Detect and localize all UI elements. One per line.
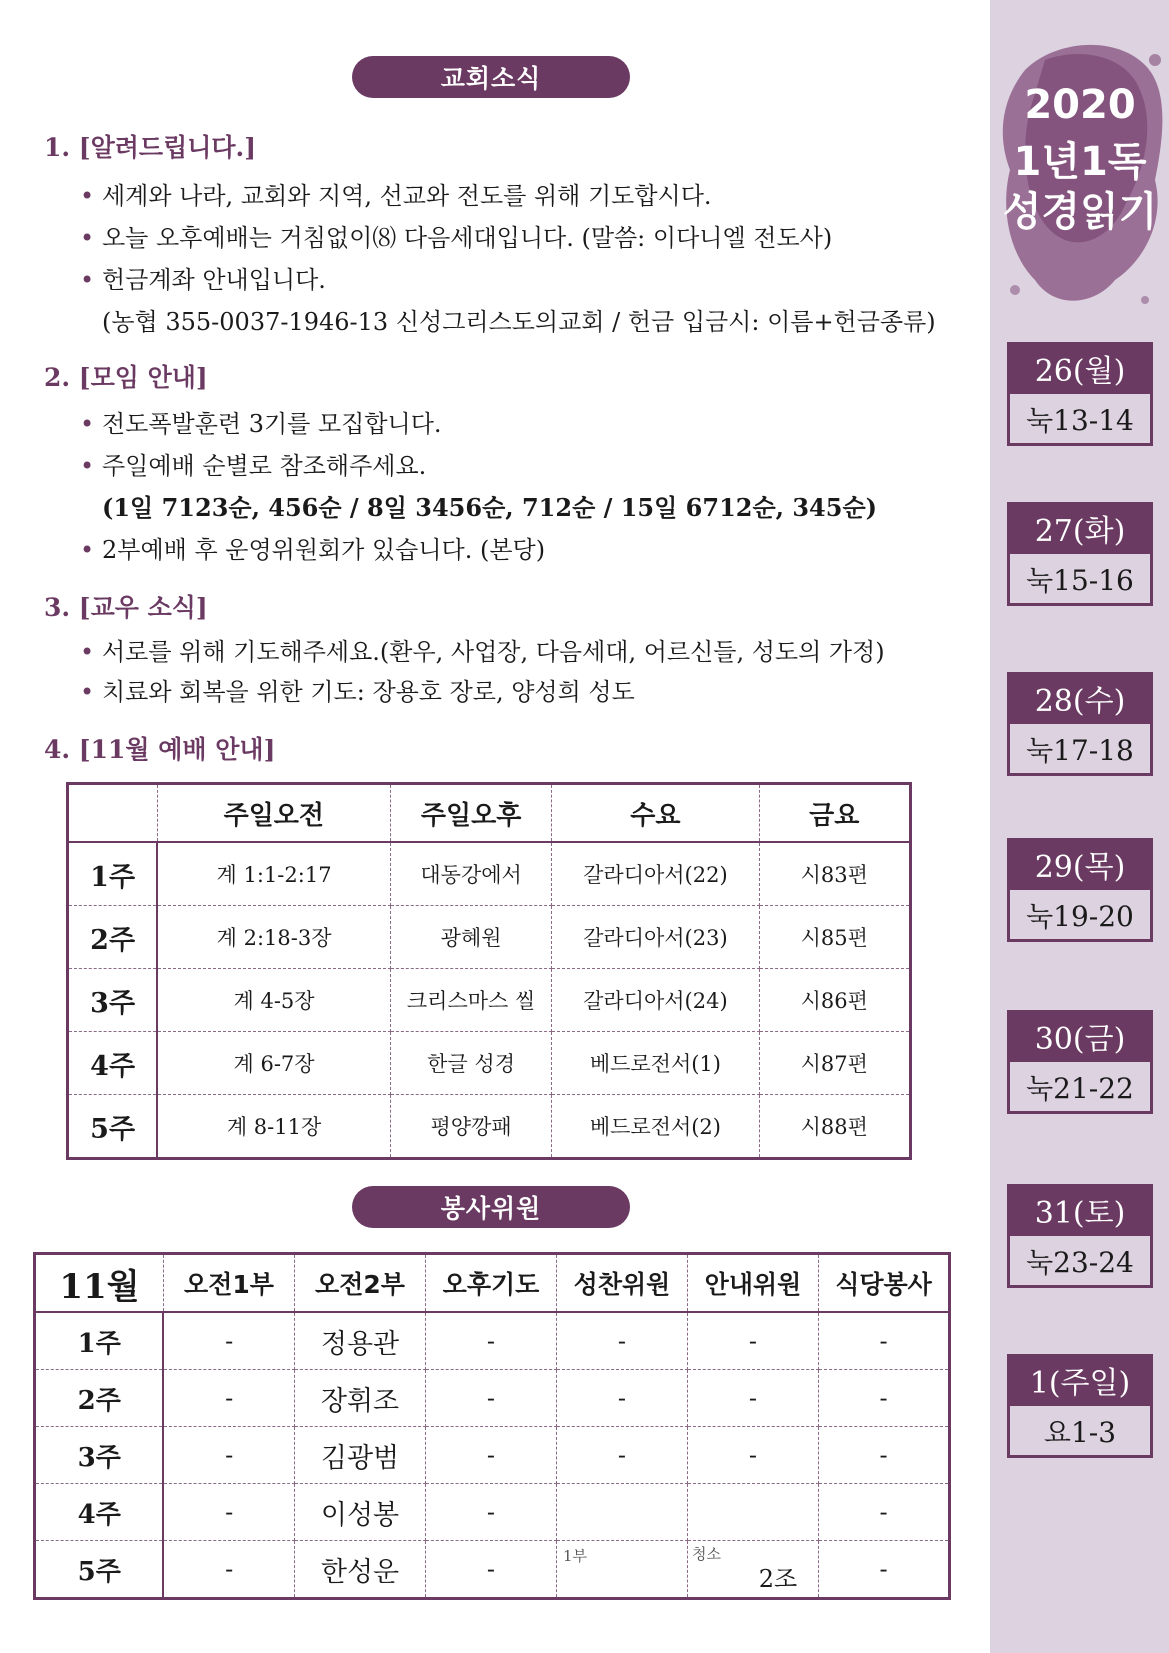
table-cell: - [425, 1427, 556, 1484]
table-cell: 베드로전서(1) [552, 1032, 759, 1095]
table-header-row [68, 784, 911, 843]
section-heading-members: 3. [교우 소식] [44, 593, 208, 622]
bullet-dot-icon: • [80, 410, 95, 438]
table-header-cell: 오후기도 [425, 1254, 556, 1313]
table-header-cell: 식당봉사 [818, 1254, 949, 1313]
communion-note: 1부 [562, 1547, 588, 1565]
notice-text: 오늘 오후예배는 거침없이⑻ 다음세대입니다. (말씀: 이다니엘 전도사) [102, 224, 833, 252]
meeting-text: 주일예배 순별로 참조해주세요. [102, 452, 427, 480]
table-row [68, 1095, 911, 1159]
table-cell: 갈라디아서(23) [552, 906, 759, 969]
logo-year: 2020 [1024, 82, 1136, 128]
members-item [80, 672, 635, 707]
table-cell: - [425, 1312, 556, 1370]
meeting-continuation: (1일 7123순, 456순 / 8일 3456순, 712순 / 15일 6712순, 345순) [102, 493, 877, 522]
table-header-cell: 오전1부 [163, 1254, 294, 1313]
reading-day-card [1007, 1010, 1153, 1114]
table-cell: - [425, 1484, 556, 1541]
table-cell: - [818, 1312, 949, 1370]
reading-day-label: 29(목) [1007, 838, 1153, 890]
table-cell [556, 1484, 687, 1541]
table-cell: 대동강에서 [390, 842, 551, 906]
service-committee-table [33, 1252, 951, 1600]
table-cell: 한성운 [294, 1541, 425, 1599]
reading-day-card [1007, 342, 1153, 446]
table-cell: 갈라디아서(24) [552, 969, 759, 1032]
month-header: 11월 [35, 1254, 164, 1313]
table-header-row [35, 1254, 950, 1313]
table-cell: 정용관 [294, 1312, 425, 1370]
table-cell: 계 8-11장 [157, 1095, 390, 1159]
table-row [35, 1370, 950, 1427]
notice-text: 세계와 나라, 교회와 지역, 선교와 전도를 위해 기도합시다. [102, 182, 712, 210]
week-label: 1주 [35, 1312, 164, 1370]
reading-day-card [1007, 672, 1153, 776]
reading-day-label: 1(주일) [1007, 1354, 1153, 1406]
table-cell: - [818, 1427, 949, 1484]
table-cell: - [818, 1370, 949, 1427]
logo-line-2: 1년1독 [1013, 139, 1147, 185]
table-cell: - [687, 1370, 818, 1427]
table-cell: 시88편 [759, 1095, 910, 1159]
reading-passage: 눅19-20 [1007, 890, 1153, 942]
week-label: 4주 [35, 1484, 164, 1541]
table-header-cell: 성찬위원 [556, 1254, 687, 1313]
usher-note-value: 2조 [758, 1564, 798, 1593]
notice-item [80, 260, 326, 295]
table-cell: 한글 성경 [390, 1032, 551, 1095]
table-cell: - [163, 1484, 294, 1541]
table-cell: 시83편 [759, 842, 910, 906]
reading-day-card [1007, 838, 1153, 942]
bullet-dot-icon: • [80, 224, 95, 252]
table-cell: 김광범 [294, 1427, 425, 1484]
members-text: 치료와 회복을 위한 기도: 장용호 장로, 양성희 성도 [102, 678, 635, 706]
table-cell: 갈라디아서(22) [552, 842, 759, 906]
week-label: 2주 [68, 906, 158, 969]
meeting-item [80, 446, 426, 481]
reading-passage: 눅23-24 [1007, 1236, 1153, 1288]
table-header-cell: 금요 [759, 784, 910, 843]
table-cell: - [163, 1541, 294, 1599]
table-header-cell [68, 784, 158, 843]
table-cell: - [556, 1370, 687, 1427]
table-cell: - [425, 1370, 556, 1427]
bullet-dot-icon: • [80, 536, 95, 564]
table-header-cell: 수요 [552, 784, 759, 843]
table-cell [687, 1484, 818, 1541]
reading-day-label: 30(금) [1007, 1010, 1153, 1062]
table-header-cell: 주일오후 [390, 784, 551, 843]
week-label: 5주 [68, 1095, 158, 1159]
table-cell: - [163, 1427, 294, 1484]
table-row [68, 842, 911, 906]
bullet-dot-icon: • [80, 266, 95, 294]
table-cell: - [163, 1312, 294, 1370]
table-cell: 계 4-5장 [157, 969, 390, 1032]
reading-passage: 눅13-14 [1007, 394, 1153, 446]
reading-passage: 눅17-18 [1007, 724, 1153, 776]
notice-continuation: (농협 355-0037-1946-13 신성그리스도의교회 / 헌금 입금시: 이름+헌금종류) [102, 308, 936, 336]
bible-reading-logo [995, 30, 1165, 320]
section-heading-meeting: 2. [모임 안내] [44, 363, 208, 392]
week-label: 3주 [68, 969, 158, 1032]
table-row [68, 1032, 911, 1095]
bullet-dot-icon: • [80, 678, 95, 706]
table-row [68, 969, 911, 1032]
week-label: 5주 [35, 1541, 164, 1599]
church-news-title: 교회소식 [352, 56, 630, 98]
table-cell: - [425, 1541, 556, 1599]
reading-passage: 요1-3 [1007, 1406, 1153, 1458]
reading-day-label: 31(토) [1007, 1184, 1153, 1236]
communion-cell [556, 1541, 687, 1599]
section-heading-worship: 4. [11월 예배 안내] [44, 735, 276, 764]
bullet-dot-icon: • [80, 452, 95, 480]
table-cell: 시87편 [759, 1032, 910, 1095]
table-cell: - [163, 1370, 294, 1427]
service-committee-title: 봉사위원 [352, 1186, 630, 1228]
usher-cell [687, 1541, 818, 1599]
table-cell: 계 1:1-2:17 [157, 842, 390, 906]
table-cell: - [818, 1541, 949, 1599]
table-cell: 계 6-7장 [157, 1032, 390, 1095]
table-cell: - [556, 1427, 687, 1484]
table-header-cell: 오전2부 [294, 1254, 425, 1313]
reading-day-label: 27(화) [1007, 502, 1153, 554]
notice-item [80, 218, 832, 253]
usher-note-label: 청소 [691, 1545, 721, 1563]
bullet-dot-icon: • [80, 638, 95, 666]
table-cell: 시85편 [759, 906, 910, 969]
reading-passage: 눅21-22 [1007, 1062, 1153, 1114]
reading-day-card [1007, 502, 1153, 606]
table-row [68, 906, 911, 969]
table-cell: 이성봉 [294, 1484, 425, 1541]
table-row [35, 1312, 950, 1370]
members-item [80, 632, 885, 667]
table-cell: 평양깡패 [390, 1095, 551, 1159]
table-header-cell: 주일오전 [157, 784, 390, 843]
table-cell: 계 2:18-3장 [157, 906, 390, 969]
notice-item [80, 176, 712, 211]
table-cell: 광혜원 [390, 906, 551, 969]
reading-day-label: 28(수) [1007, 672, 1153, 724]
table-cell: 장휘조 [294, 1370, 425, 1427]
reading-passage: 눅15-16 [1007, 554, 1153, 606]
table-cell: - [556, 1312, 687, 1370]
week-label: 1주 [68, 842, 158, 906]
week-label: 4주 [68, 1032, 158, 1095]
bullet-dot-icon: • [80, 182, 95, 210]
members-text: 서로를 위해 기도해주세요.(환우, 사업장, 다음세대, 어르신들, 성도의 가정) [102, 638, 885, 666]
table-row [35, 1541, 950, 1599]
table-cell: - [687, 1427, 818, 1484]
table-row [35, 1484, 950, 1541]
table-header-cell: 안내위원 [687, 1254, 818, 1313]
meeting-text: 전도폭발훈련 3기를 모집합니다. [102, 410, 442, 438]
table-row [35, 1427, 950, 1484]
meeting-item [80, 530, 545, 565]
reading-day-card [1007, 1354, 1153, 1458]
reading-day-label: 26(월) [1007, 342, 1153, 394]
meeting-text: 2부예배 후 운영위원회가 있습니다. (본당) [102, 536, 546, 564]
week-label: 3주 [35, 1427, 164, 1484]
logo-line-3: 성경읽기 [1002, 189, 1158, 235]
meeting-item [80, 404, 442, 439]
table-cell: 베드로전서(2) [552, 1095, 759, 1159]
table-cell: 크리스마스 씰 [390, 969, 551, 1032]
table-cell: 시86편 [759, 969, 910, 1032]
table-cell: - [687, 1312, 818, 1370]
table-cell: - [818, 1484, 949, 1541]
notice-text: 헌금계좌 안내입니다. [102, 266, 326, 294]
reading-day-card [1007, 1184, 1153, 1288]
week-label: 2주 [35, 1370, 164, 1427]
section-heading-notice: 1. [알려드립니다.] [44, 133, 257, 162]
worship-schedule-table [66, 782, 912, 1160]
